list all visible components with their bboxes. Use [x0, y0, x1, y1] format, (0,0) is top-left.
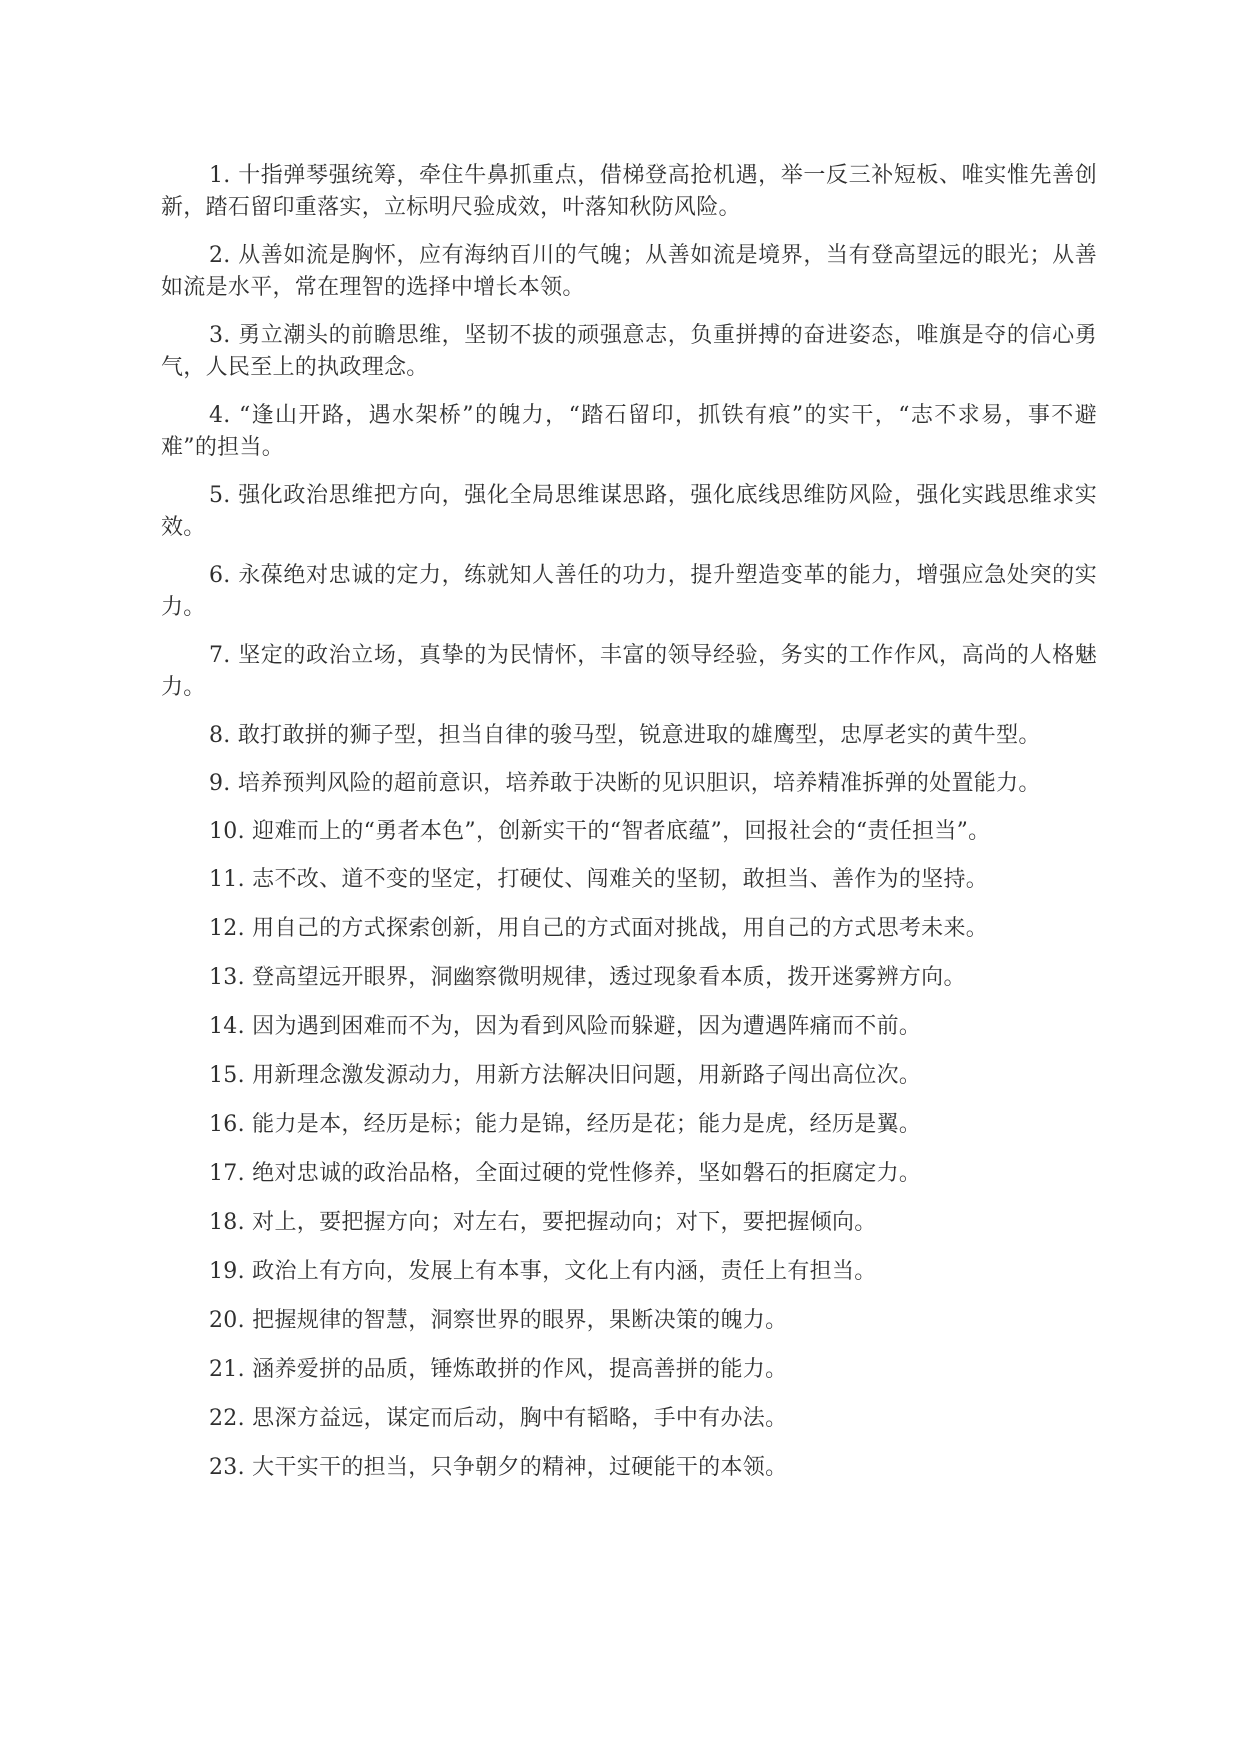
- paragraph-7: 7. 坚定的政治立场，真挚的为民情怀，丰富的领导经验，务实的工作作风，高尚的人格魅力。: [161, 643, 1097, 700]
- paragraph-16: 16. 能力是本，经历是标；能力是锦，经历是花；能力是虎，经历是翼。: [209, 1112, 922, 1137]
- paragraph-1: 1. 十指弹琴强统筹，牵住牛鼻抓重点，借梯登高抢机遇，举一反三补短板、唯实惟先善创新，踏石留印重落实，立标明尺验成效，叶落知秋防风险。: [161, 163, 1097, 220]
- paragraph-13: 13. 登高望远开眼界，洞幽察微明规律，透过现象看本质，拨开迷雾辨方向。: [209, 965, 966, 990]
- paragraph-23: 23. 大干实干的担当，只争朝夕的精神，过硬能干的本领。: [209, 1455, 788, 1480]
- paragraph-21: 21. 涵养爱拼的品质，锤炼敢拼的作风，提高善拼的能力。: [209, 1357, 788, 1382]
- paragraph-9: 9. 培养预判风险的超前意识，培养敢于决断的见识胆识，培养精准拆弹的处置能力。: [209, 771, 1041, 796]
- paragraph-15: 15. 用新理念激发源动力，用新方法解决旧问题，用新路子闯出高位次。: [209, 1063, 922, 1088]
- paragraph-17: 17. 绝对忠诚的政治品格，全面过硬的党性修养，坚如磐石的拒腐定力。: [209, 1161, 922, 1186]
- paragraph-6: 6. 永葆绝对忠诚的定力，练就知人善任的功力，提升塑造变革的能力，增强应急处突的实力。: [161, 563, 1097, 620]
- paragraph-12: 12. 用自己的方式探索创新，用自己的方式面对挑战，用自己的方式思考未来。: [209, 916, 989, 941]
- paragraph-14: 14. 因为遇到困难而不为，因为看到风险而躲避，因为遭遇阵痛而不前。: [209, 1014, 922, 1039]
- document-body: [161, 160, 1097, 1501]
- paragraph-18: 18. 对上，要把握方向；对左右，要把握动向；对下，要把握倾向。: [209, 1210, 877, 1235]
- paragraph-10: 10. 迎难而上的“勇者本色”，创新实干的“智者底蕴”，回报社会的“责任担当”。: [209, 819, 991, 844]
- paragraph-11: 11. 志不改、道不变的坚定，打硬仗、闯难关的坚韧，敢担当、善作为的坚持。: [209, 867, 989, 892]
- paragraph-20: 20. 把握规律的智慧，洞察世界的眼界，果断决策的魄力。: [209, 1308, 788, 1333]
- paragraph-5: 5. 强化政治思维把方向，强化全局思维谋思路，强化底线思维防风险，强化实践思维求实效。: [161, 483, 1097, 540]
- paragraph-4: 4. “逢山开路，遇水架桥”的魄力，“踏石留印，抓铁有痕”的实干，“志不求易，事不避难”的担当。: [161, 403, 1097, 460]
- paragraph-3: 3. 勇立潮头的前瞻思维，坚韧不拔的顽强意志，负重拼搏的奋进姿态，唯旗是夺的信心勇气，人民至上的执政理念。: [161, 323, 1097, 380]
- paragraph-2: 2. 从善如流是胸怀，应有海纳百川的气魄；从善如流是境界，当有登高望远的眼光；从善如流是水平，常在理智的选择中增长本领。: [161, 243, 1097, 300]
- paragraph-8: 8. 敢打敢拼的狮子型，担当自律的骏马型，锐意进取的雄鹰型，忠厚老实的黄牛型。: [209, 723, 1041, 748]
- paragraph-19: 19. 政治上有方向，发展上有本事，文化上有内涵，责任上有担当。: [209, 1259, 877, 1284]
- paragraph-22: 22. 思深方益远，谋定而后动，胸中有韬略，手中有办法。: [209, 1406, 788, 1431]
